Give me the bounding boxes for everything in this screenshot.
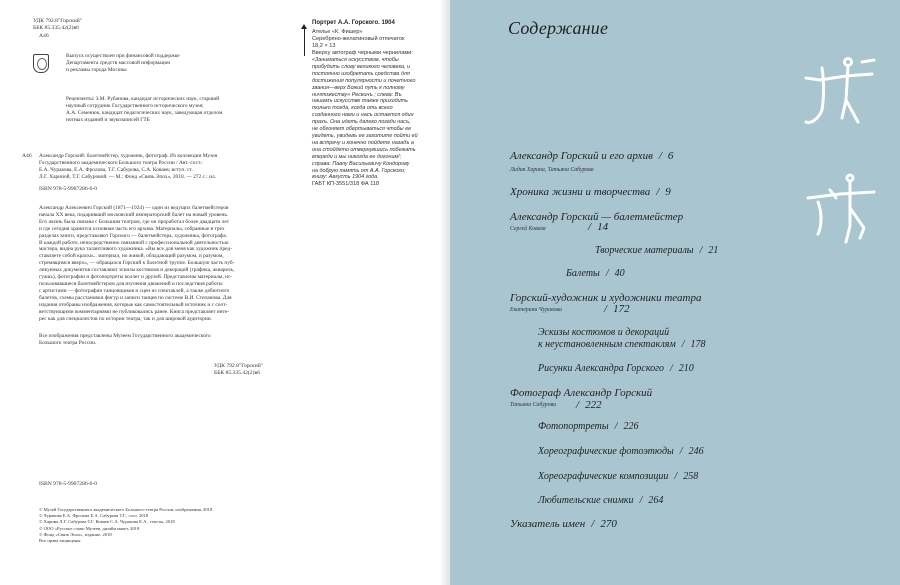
quote-line: справа: Павлу Васильевичу Кондорову [312,160,410,167]
upward-arrow-icon [304,28,305,56]
toc-subentry: Творческие материалы / 21 [595,245,719,256]
quote-line: «Заниматься искусством, чтобы [312,57,399,63]
support-note [66,53,286,74]
toc-entry-title: Рисунки Александра Горского [538,363,665,374]
toc-entry: Александр Горский и его архив / 6 [510,150,674,162]
toc-entry-title: Фотопортреты [538,421,609,432]
copyright [39,507,289,544]
copyright-line: © Музей Государственного академического Большого театра России, изображения, 2018 [39,507,213,512]
isbn-bottom: ISBN 978-5-9907286-6-0 [39,481,97,487]
toc-entry-title: Фотограф Александр Горский [510,387,653,399]
toc-entry-title: Балеты [566,268,600,279]
moscow-crest-icon [33,54,49,73]
toc-subentry: Рисунки Александра Горского / 210 [538,363,694,374]
toc-entry-page: 172 [613,303,630,315]
quote-line: пробудить слову великого человека, и [312,63,410,70]
toc-entry-page: 210 [678,363,694,374]
toc-entry-title: Указатель имен [510,518,586,530]
toc-subentry: Хореографические композиции / 258 [538,471,699,482]
reviewers-line: Рецензенты: З.М. Рубанова, кандидат исторических наук, старший [66,96,220,102]
toc-entry-title: Любительские снимки [538,495,634,506]
biblio-line: Александр Горский: балетмейстер, художник, фотограф. Из коллекции Музея [39,153,218,159]
toc-entry-author: Екатерина Чуракова [510,307,562,313]
quote-line: нашемъ искусстве также приходить [312,98,408,105]
quote-line: не обгоняет обертываться чтобы ее [312,126,412,133]
support-line: и рекламы города Москвы [66,66,127,73]
toc-entry-author: Татьяна Сабурова [510,402,556,408]
toc-entry-page: 9 [665,186,671,198]
quote-line: увидеть, увидевъ ее захотите пойти ей [312,132,418,139]
quote-line: только тогда, когда оть всего [312,105,393,112]
toc-entry-page-line: / 14 [588,221,609,233]
toc-entry-page: 264 [648,495,664,506]
toc-entry-author: Сергей Коваев [510,226,546,232]
toc-entry-page: 246 [688,446,704,457]
abstract-line: Его жизнь была связана с Большим театром, где он проработал более двадцати лет [39,218,230,225]
quote-line: прахъ. Она идеть далеко позади насъ, [312,119,411,126]
reviewers-line: научный сотрудник Государственного исторического музея; [66,102,204,109]
toc-entry-page: 270 [600,518,617,530]
abstract-line: В каждой работе, непосредственно связанной с профессиональной деятельностью [39,239,229,246]
toc-subentry: Хореографические фотоэтюды / 246 [538,446,704,457]
quote-line: постоянно изобретать средства для [312,70,410,77]
toc-entry-page: 226 [623,421,639,432]
portrait-title: Портрет А.А. Горского. 1904 [312,20,395,26]
toc-subentry: к неустановленным спектаклям / 178 [538,339,706,350]
toc-entry-page: 21 [708,245,719,256]
abstract [39,205,289,322]
udk-bottom: УДК 792.8"Горский" [214,363,264,369]
abstract-line: ставляете собой краски... материал, но живой, обладающий разумом, и разумом, [39,253,224,260]
bbk-top: ББК 85.335.42(2)в6 [33,25,79,31]
toc-entry-title: Хроника жизни и творчества [510,186,651,198]
abstract-line: с артистами — фотографии танцовщиков и сцен из спектаклей, а также дебютного [39,287,230,294]
portrait-inventory: ГАБТ КП-3551/318 ФА 118 [312,181,380,188]
toc-entry-title: Хореографические композиции [538,471,669,482]
toc-entry-title: Александр Горский — балетмейстер [510,211,684,223]
abstract-line: балетов, схемы расстановки фигур и записи танцев по системе В.И. Степанова. Для [39,294,232,301]
choreography-notation-glyph [800,40,880,150]
quote-line: на добрую память от А.А. Горского; [312,167,406,174]
quote-line: ничтожеству» Рескинъ ; слева: Въ [312,91,402,98]
quote-line: созданного нами и насъ остается один [312,112,414,119]
abstract-line: ликуемых документов составляют эскизы костюмов и декораций (графика, акварель, [39,267,235,274]
quote-line: звания—верх Божий путь к полному [312,84,405,91]
biblio-code: А46 [22,153,32,159]
biblio-line: Е.А. Чуракова, Е.А. Фролова, Т.Г. Сабурова, С.А. Коваев; вступ. ст. [39,166,193,173]
toc-subentry: Фотопортреты / 226 [538,421,639,432]
quote-line: впереди и мы никогда ее догоним!; [312,153,402,160]
toc-entry: Указатель имен / 270 [510,518,617,530]
support-line: Департамента средств массовой информации [66,59,171,66]
support-line: Выпуск осуществлен при финансовой поддержке [66,53,180,59]
toc-entry-title: Александр Горский и его архив [510,150,653,162]
toc-entry [510,387,652,399]
bbk-bottom: ББК 85.335.42(2)в6 [214,370,260,376]
abstract-line: мастера, видна рука талантливого художника. «Вы все для меня как художник пред- [39,246,232,253]
copyright-line: © Харина Л.Г. Сабурова Т.Г. Коваев С.А. Чуракова Е.А., тексты, 2018 [39,519,175,525]
page-title: Содержание [508,18,609,38]
museum-note [39,333,289,347]
toc-entry-author: Лидия Харина, Татьяна Сабурова [510,167,594,173]
quote-line: она стойдето отвернувшись побежать [312,146,416,153]
a46-top: А46 [39,33,49,39]
toc-entry-title: к неустановленным спектаклям [538,339,676,350]
reviewers [66,96,296,124]
reviewers-line: нотных изданий и звукозаписей ГТБ [66,116,150,123]
toc-entry-title: Эскизы костюмов и декораций [538,327,670,338]
quote-line: внизу: Августь 1904 года. [312,174,379,181]
abstract-line: Александр Алексеевич Горский (1871—1924) — один из ведущих балетмейстеров [39,205,229,211]
toc-entry-page-line: / 172 [604,303,630,315]
abstract-line: ветствующими комментариями не публиковались ранее. Книга представляет инте- [39,308,230,315]
portrait-caption [312,20,437,188]
isbn-top: ISBN 978-5-9907286-6-0 [39,186,97,192]
reviewers-line: А.А. Семенюк, кандидат педагогических наук, заведующая отделом [66,109,223,116]
toc-entry-title: Хореографические фотоэтюды [538,446,674,457]
toc-subentry [538,327,669,338]
toc-entry-title: Горский-художник и художники театра [510,292,702,304]
abstract-line: стремящимся вверх», — обращался Горский к балетной труппе. Большую часть пуб- [39,260,235,267]
quote-line: достижения популярности и почетного [312,77,416,84]
toc-entry-title: Творческие материалы [595,245,694,256]
toc-entry-page: 258 [683,471,699,482]
museum-line: Все изображения представлены Музеем Государственного академического [39,333,211,339]
portrait-line: 18,2 × 13 [312,43,336,49]
abstract-line: издания отобраны изображения, которые как самостоятельный источник и с соот- [39,301,228,308]
abstract-line: и где сегодня хранится основная часть его архива. Материалы, собранные в трех [39,225,225,232]
toc-entry-page: 6 [667,150,674,162]
toc-entry: Хроника жизни и творчества / 9 [510,186,671,198]
abstract-line: рес как для специалистов по истории театра, так и для широкой аудитории. [39,315,212,322]
biblio-line: Государственного академического Большого театра России / Авт.-сост.: [39,159,203,166]
museum-line: Большого театра России. [39,339,97,346]
bibliographic-record [39,153,289,181]
toc-entry-page: 40 [614,268,625,279]
abstract-line: начала XX века, подаривший московский императорский балет на новый уровень. [39,211,229,218]
portrait-line: Серебряно-желатиновый отпечаток [312,36,405,42]
choreography-notation-glyph [800,168,880,268]
abstract-line: разделах книги, представляют Горского — балетмейстера, художника, фотографа. [39,232,228,239]
toc-subentry: Любительские снимки / 264 [538,495,664,506]
quote-line: на встречу и конечно пойдете назадъ а [312,139,414,146]
copyright-line: © ООО «Русское слово Музеев, дизайн макет, 2018 [39,525,140,531]
toc-subentry: Балеты / 40 [566,268,625,279]
udk-top: УДК 792.8"Горский" [33,18,83,24]
biblio-line: Л.Г. Хариной, Т.Г. Сабуровой. — М.: Фонд «Связь Эпох», 2018. — 272 с.: ил. [39,173,217,180]
abstract-line: гуашь), фотографии и фотопортреты коллег и друзей. Представлены материалы, ис- [39,274,233,281]
toc-entry-page: 178 [690,339,706,350]
copyright-line: © Фонд «Связь Эпох», издание, 2018 [39,531,112,537]
copyright-line: Все права защищены [39,538,81,544]
toc-entry-page-line: / 222 [576,399,602,411]
abstract-line: пользовавшиеся балетмейстером для изучения движений и последствия работы [39,280,223,287]
toc-entry-page: 222 [585,399,602,411]
portrait-line: Вверху автограф черными чернилами: [312,50,413,56]
toc-entry-page: 14 [597,221,609,233]
copyright-line: © Чуракова Е.А. Фролова Е.А. Сабурова Т.Г., сост. 2018 [39,513,149,519]
portrait-line: Ателье «К. Фишер» [312,29,363,35]
